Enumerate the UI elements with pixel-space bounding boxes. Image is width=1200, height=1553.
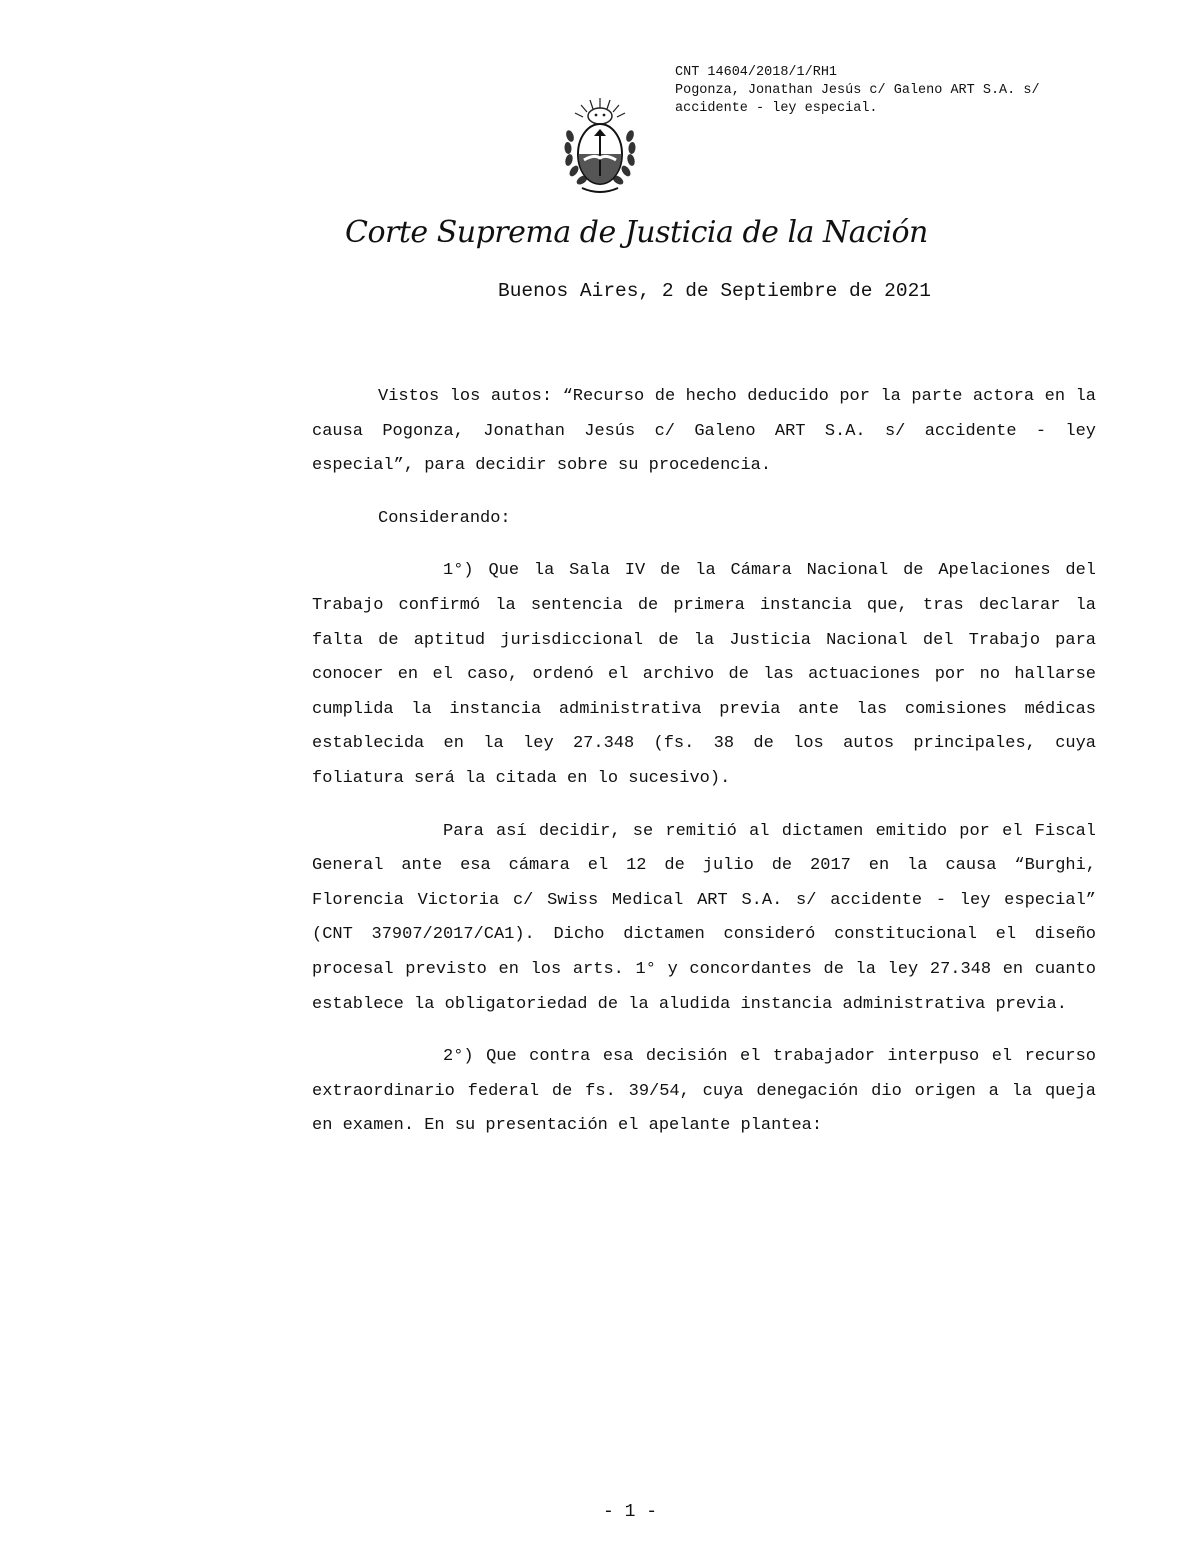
case-caption-line-2: accidente - ley especial. bbox=[675, 101, 878, 116]
paragraph-1: 1°) Que la Sala IV de la Cámara Nacional de Apelaciones del Trabajo confirmó la sentencia de primera instancia que, tras declarar la falta de aptitud jurisdiccional de la Justicia Nacional del Trabajo para conocer en el caso, ordenó el archivo de las actuaciones por no hallarse cumplida la instancia administrativa previa ante las comisiones médicas establecida en la ley 27.348 (fs. 38 de los autos principales, cuya foliatura será la citada en lo sucesivo). bbox=[312, 561, 1096, 788]
paragraph-vistos: Vistos los autos: “Recurso de hecho deducido por la parte actora en la causa Pogonza, Jonathan Jesús c/ Galeno ART S.A. s/ accidente - ley especial”, para decidir sobre su procedencia. bbox=[312, 387, 1096, 476]
date-line: Buenos Aires, 2 de Septiembre de 2021 bbox=[498, 280, 931, 302]
paragraph-2: 2°) Que contra esa decisión el trabajador interpuso el recurso extraordinario federal de fs. 39/54, cuya denegación dio origen a la queja en examen. En su presentación el apelante plantea: bbox=[312, 1047, 1096, 1136]
paragraph-considerando: Considerando: bbox=[378, 508, 511, 528]
argentina-coat-of-arms-icon bbox=[560, 96, 640, 200]
court-name: Corte Suprema de Justicia de la Nación bbox=[345, 215, 928, 250]
case-header bbox=[675, 64, 1175, 118]
page-number: - 1 - bbox=[602, 1502, 657, 1522]
document-body bbox=[312, 380, 1096, 1162]
case-number: CNT 14604/2018/1/RH1 bbox=[675, 65, 838, 80]
paragraph-1-continued: Para así decidir, se remitió al dictamen emitido por el Fiscal General ante esa cámara el 12 de julio de 2017 en la causa “Burghi, Florencia Victoria c/ Swiss Medical ART S.A. s/ accidente - ley especial” (CNT 37907/2017/CA1). Dicho dictamen consideró constitucional el diseño procesal previsto en los arts. 1° y concordantes de la ley 27.348 en cuanto establece la obligatoriedad de la aludida instancia administrativa previa. bbox=[312, 821, 1096, 1014]
case-caption-line-1: Pogonza, Jonathan Jesús c/ Galeno ART S.A. s/ bbox=[675, 83, 1040, 98]
